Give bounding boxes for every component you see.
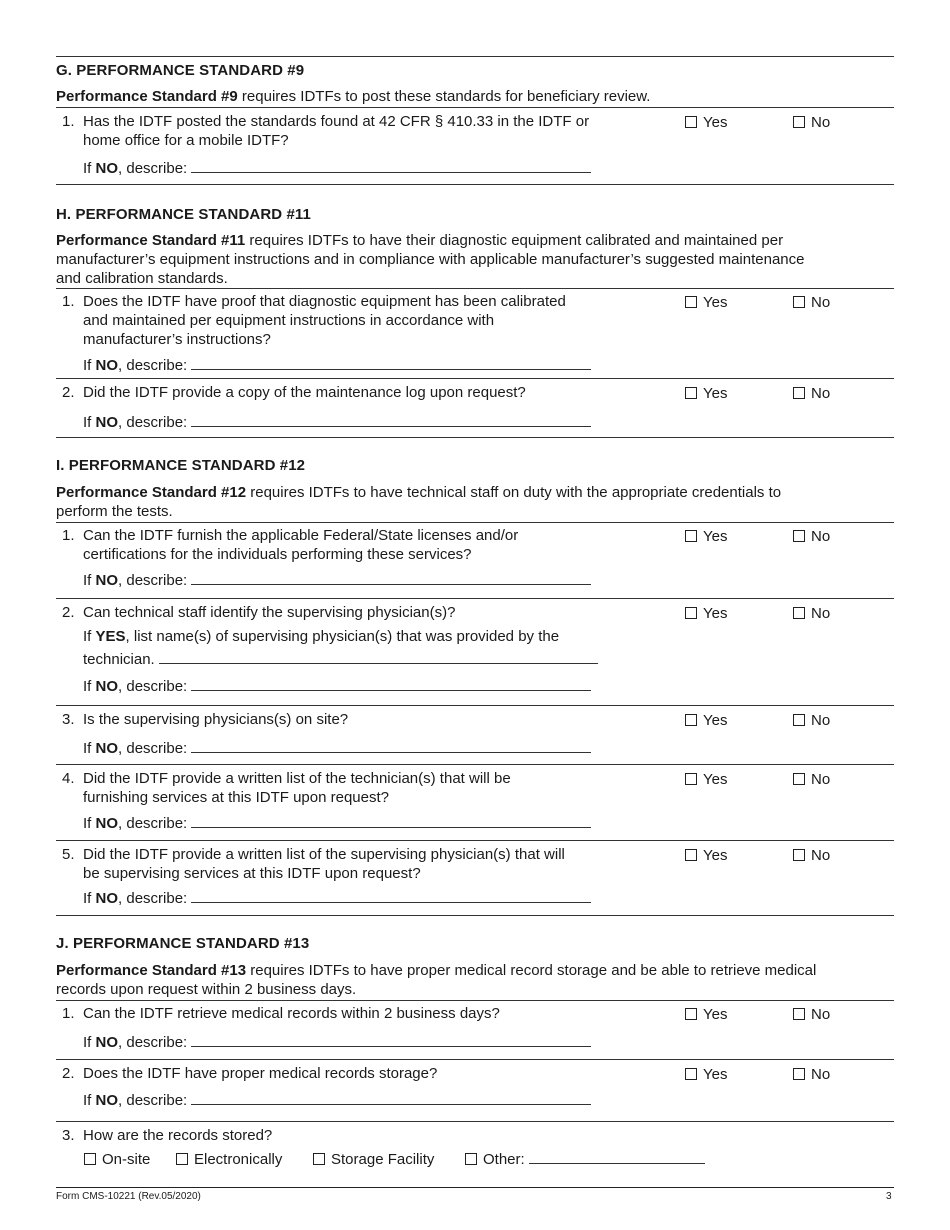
storage-facility-checkbox[interactable]: Storage Facility [313,1150,434,1169]
divider [56,437,894,438]
page-number: 3 [886,1191,892,1202]
g1-yes-checkbox[interactable]: Yes [685,113,727,132]
checkbox-icon [793,387,805,399]
section-g-intro: Performance Standard #9 requires IDTFs to post these standards for beneficiary review. [56,88,651,105]
divider [56,705,894,706]
storage-onsite-checkbox[interactable]: On-site [84,1150,150,1169]
storage-other-field[interactable] [529,1151,705,1164]
g1-describe-field[interactable]: If NO, describe: [83,159,591,178]
checkbox-icon [685,607,697,619]
form-id: Form CMS-10221 (Rev.05/2020) [56,1191,201,1202]
i1-describe-field[interactable]: If NO, describe: [83,571,591,590]
checkbox-icon [313,1153,325,1165]
divider [56,1000,894,1001]
checkbox-icon [465,1153,477,1165]
j1-describe-field[interactable]: If NO, describe: [83,1033,591,1052]
divider [56,764,894,765]
divider [56,522,894,523]
checkbox-icon [793,849,805,861]
i3-no-checkbox[interactable]: No [793,711,830,730]
divider [56,1059,894,1060]
section-h-title: H. PERFORMANCE STANDARD #11 [56,206,311,223]
i4-yes-checkbox[interactable]: Yes [685,770,727,789]
divider [56,840,894,841]
checkbox-icon [793,607,805,619]
checkbox-icon [793,1068,805,1080]
section-i-intro: Performance Standard #12 requires IDTFs to have technical staff on duty with the appropriate credentials to perform the tests. [56,484,782,520]
storage-electronically-checkbox[interactable]: Electronically [176,1150,282,1169]
i1-no-checkbox[interactable]: No [793,527,830,546]
i2-technician-field[interactable]: technician. [83,650,598,669]
checkbox-icon [685,714,697,726]
checkbox-icon [685,849,697,861]
j1-no-checkbox[interactable]: No [793,1005,830,1024]
divider [56,107,894,108]
checkbox-icon [793,1008,805,1020]
checkbox-icon [685,387,697,399]
i2-describe-field[interactable]: If NO, describe: [83,677,591,696]
section-j-title: J. PERFORMANCE STANDARD #13 [56,935,310,952]
checkbox-icon [793,296,805,308]
section-g-title: G. PERFORMANCE STANDARD #9 [56,62,305,79]
divider [56,288,894,289]
divider [56,915,894,916]
checkbox-icon [793,714,805,726]
top-divider [56,56,894,57]
divider [56,378,894,379]
checkbox-icon [685,530,697,542]
g1-no-checkbox[interactable]: No [793,113,830,132]
checkbox-icon [84,1153,96,1165]
j2-no-checkbox[interactable]: No [793,1065,830,1084]
i1-yes-checkbox[interactable]: Yes [685,527,727,546]
j2-describe-field[interactable]: If NO, describe: [83,1091,591,1110]
j2-yes-checkbox[interactable]: Yes [685,1065,727,1084]
i4-describe-field[interactable]: If NO, describe: [83,814,591,833]
checkbox-icon [793,773,805,785]
h1-yes-checkbox[interactable]: Yes [685,293,727,312]
checkbox-icon [685,296,697,308]
checkbox-icon [685,116,697,128]
i3-yes-checkbox[interactable]: Yes [685,711,727,730]
section-j-intro: Performance Standard #13 requires IDTFs to have proper medical record storage and be able to retrieve medical records upon request within 2 business days. [56,962,817,998]
j1-yes-checkbox[interactable]: Yes [685,1005,727,1024]
checkbox-icon [793,116,805,128]
section-h-intro: Performance Standard #11 requires IDTFs to have their diagnostic equipment calibrated and maintained per manufacturer’s equipment instructions and in compliance with applicable manufacturer’s suggested maintenance and calibration standards. [56,232,805,287]
divider [56,1121,894,1122]
checkbox-icon [685,1008,697,1020]
h1-describe-field[interactable]: If NO, describe: [83,356,591,375]
divider [56,184,894,185]
footer-divider [56,1187,894,1188]
section-i-title: I. PERFORMANCE STANDARD #12 [56,457,306,474]
i2-yes-list-label: If YES, list name(s) of supervising physician(s) that was provided by the [83,628,560,645]
divider [56,598,894,599]
i4-no-checkbox[interactable]: No [793,770,830,789]
checkbox-icon [685,1068,697,1080]
i5-describe-field[interactable]: If NO, describe: [83,889,591,908]
i5-yes-checkbox[interactable]: Yes [685,846,727,865]
i5-no-checkbox[interactable]: No [793,846,830,865]
i2-yes-checkbox[interactable]: Yes [685,604,727,623]
storage-other-checkbox[interactable]: Other: [465,1150,705,1169]
checkbox-icon [685,773,697,785]
h2-describe-field[interactable]: If NO, describe: [83,413,591,432]
h2-yes-checkbox[interactable]: Yes [685,384,727,403]
i2-no-checkbox[interactable]: No [793,604,830,623]
h2-no-checkbox[interactable]: No [793,384,830,403]
i3-describe-field[interactable]: If NO, describe: [83,739,591,758]
checkbox-icon [176,1153,188,1165]
checkbox-icon [793,530,805,542]
h1-no-checkbox[interactable]: No [793,293,830,312]
